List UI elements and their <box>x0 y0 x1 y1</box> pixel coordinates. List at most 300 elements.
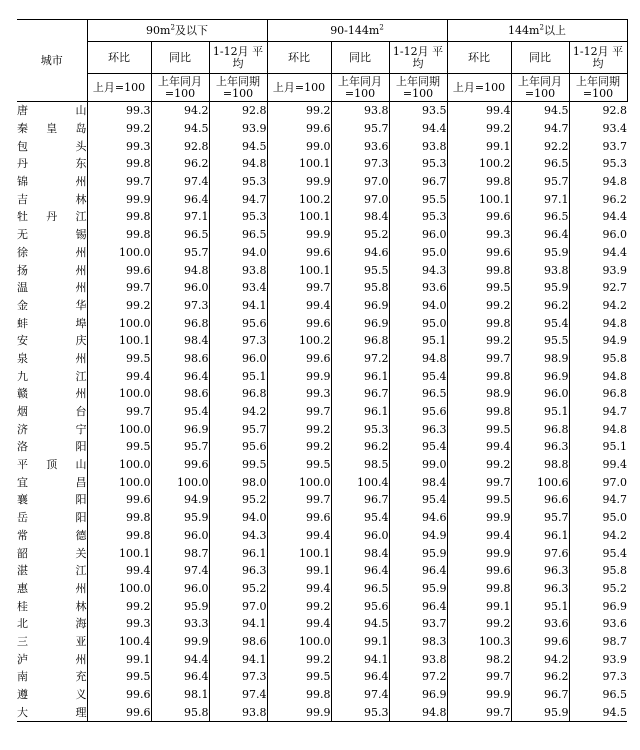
table-row <box>17 473 627 491</box>
index-value: 100.4 <box>87 633 151 651</box>
annual-avg-header: 1-12月 平均 <box>389 42 447 74</box>
index-value: 99.5 <box>447 279 511 297</box>
base-last-year-month-header: 上年同月 =100 <box>511 74 569 102</box>
index-value: 96.8 <box>331 332 389 350</box>
index-value: 97.2 <box>389 668 447 686</box>
index-value: 97.3 <box>209 668 267 686</box>
index-value: 99.2 <box>447 332 511 350</box>
index-value: 95.6 <box>209 438 267 456</box>
index-value: 93.4 <box>209 279 267 297</box>
index-value: 100.0 <box>87 314 151 332</box>
index-value: 96.5 <box>331 580 389 598</box>
index-value: 100.1 <box>267 208 331 226</box>
index-value: 98.5 <box>331 456 389 474</box>
index-value: 95.5 <box>389 190 447 208</box>
index-value: 99.2 <box>87 597 151 615</box>
city-name: 泉州 <box>17 350 87 368</box>
table-row <box>17 190 627 208</box>
index-value: 95.4 <box>569 544 627 562</box>
index-value: 94.8 <box>569 314 627 332</box>
header-row-metrics <box>17 42 627 74</box>
index-value: 95.3 <box>209 173 267 191</box>
city-name: 常德 <box>17 527 87 545</box>
city-name: 湛江 <box>17 562 87 580</box>
index-value: 97.3 <box>569 668 627 686</box>
index-value: 99.2 <box>267 420 331 438</box>
index-value: 95.5 <box>331 261 389 279</box>
index-value: 99.5 <box>209 456 267 474</box>
index-value: 95.1 <box>511 597 569 615</box>
index-value: 95.9 <box>389 580 447 598</box>
city-name: 济宁 <box>17 420 87 438</box>
table-row <box>17 137 627 155</box>
index-value: 92.8 <box>209 102 267 120</box>
index-value: 96.3 <box>511 580 569 598</box>
index-value: 100.0 <box>87 473 151 491</box>
index-value: 96.7 <box>331 491 389 509</box>
index-value: 99.1 <box>331 633 389 651</box>
index-value: 96.0 <box>511 385 569 403</box>
index-value: 99.9 <box>267 367 331 385</box>
index-value: 94.5 <box>511 102 569 120</box>
city-name: 金华 <box>17 297 87 315</box>
index-value: 95.9 <box>511 279 569 297</box>
index-value: 97.6 <box>511 544 569 562</box>
base-last-month-header: 上月=100 <box>447 74 511 102</box>
index-value: 99.6 <box>87 703 151 721</box>
table-row <box>17 633 627 651</box>
table-row <box>17 509 627 527</box>
index-value: 100.1 <box>87 544 151 562</box>
index-value: 96.0 <box>209 350 267 368</box>
index-value: 98.0 <box>209 473 267 491</box>
index-value: 93.8 <box>209 261 267 279</box>
index-value: 96.5 <box>389 385 447 403</box>
index-value: 98.4 <box>389 473 447 491</box>
index-value: 99.6 <box>267 350 331 368</box>
index-value: 93.9 <box>569 261 627 279</box>
index-value: 96.3 <box>511 562 569 580</box>
index-value: 99.9 <box>151 633 209 651</box>
index-value: 96.0 <box>569 226 627 244</box>
index-value: 100.0 <box>87 244 151 262</box>
table-row <box>17 491 627 509</box>
index-value: 97.4 <box>151 173 209 191</box>
index-value: 99.5 <box>447 420 511 438</box>
table-row <box>17 279 627 297</box>
index-value: 94.9 <box>389 527 447 545</box>
city-name: 平顶山 <box>17 456 87 474</box>
index-value: 96.4 <box>331 562 389 580</box>
index-value: 100.1 <box>267 261 331 279</box>
index-value: 97.4 <box>331 686 389 704</box>
index-value: 99.4 <box>447 438 511 456</box>
index-value: 96.4 <box>389 597 447 615</box>
index-value: 97.2 <box>331 350 389 368</box>
table-row <box>17 420 627 438</box>
index-value: 96.9 <box>389 686 447 704</box>
table-row <box>17 615 627 633</box>
table-row <box>17 208 627 226</box>
index-value: 95.8 <box>569 562 627 580</box>
index-value: 99.8 <box>447 403 511 421</box>
index-value: 95.9 <box>389 544 447 562</box>
index-value: 96.1 <box>511 527 569 545</box>
index-value: 99.2 <box>267 438 331 456</box>
table-row <box>17 120 627 138</box>
index-value: 100.0 <box>87 580 151 598</box>
index-value: 98.6 <box>151 350 209 368</box>
city-name: 九江 <box>17 367 87 385</box>
index-value: 95.7 <box>511 509 569 527</box>
index-value: 94.5 <box>151 120 209 138</box>
index-value: 99.6 <box>267 120 331 138</box>
index-value: 99.4 <box>87 562 151 580</box>
base-last-month-header: 上月=100 <box>87 74 151 102</box>
city-name: 扬州 <box>17 261 87 279</box>
index-value: 99.3 <box>87 137 151 155</box>
table-row <box>17 597 627 615</box>
index-value: 100.1 <box>447 190 511 208</box>
index-value: 93.3 <box>151 615 209 633</box>
index-value: 98.7 <box>569 633 627 651</box>
base-last-year-period-header: 上年同期 =100 <box>389 74 447 102</box>
city-name: 温州 <box>17 279 87 297</box>
index-value: 94.2 <box>511 650 569 668</box>
index-value: 93.8 <box>209 703 267 721</box>
index-value: 96.2 <box>331 438 389 456</box>
yoy-header: 同比 <box>511 42 569 74</box>
index-value: 99.2 <box>447 456 511 474</box>
index-value: 99.7 <box>267 279 331 297</box>
city-name: 北海 <box>17 615 87 633</box>
index-value: 97.1 <box>151 208 209 226</box>
index-value: 95.7 <box>331 120 389 138</box>
index-value: 93.8 <box>389 650 447 668</box>
index-value: 94.7 <box>209 190 267 208</box>
index-value: 99.7 <box>267 491 331 509</box>
index-value: 95.3 <box>209 208 267 226</box>
index-value: 96.3 <box>209 562 267 580</box>
index-value: 96.5 <box>511 208 569 226</box>
index-value: 93.6 <box>569 615 627 633</box>
index-value: 96.5 <box>569 686 627 704</box>
index-value: 95.4 <box>151 403 209 421</box>
index-value: 95.4 <box>389 367 447 385</box>
index-value: 94.8 <box>569 173 627 191</box>
index-value: 99.9 <box>447 686 511 704</box>
index-value: 98.6 <box>209 633 267 651</box>
index-value: 99.6 <box>87 491 151 509</box>
index-value: 94.8 <box>389 350 447 368</box>
city-name: 韶关 <box>17 544 87 562</box>
index-value: 96.3 <box>511 438 569 456</box>
index-value: 100.0 <box>87 420 151 438</box>
index-value: 95.3 <box>389 208 447 226</box>
index-value: 99.7 <box>87 279 151 297</box>
index-value: 99.6 <box>87 261 151 279</box>
index-value: 95.2 <box>331 226 389 244</box>
index-value: 96.9 <box>569 597 627 615</box>
index-value: 99.0 <box>389 456 447 474</box>
index-value: 96.8 <box>151 314 209 332</box>
index-value: 96.5 <box>151 226 209 244</box>
index-value: 99.5 <box>87 668 151 686</box>
index-value: 94.1 <box>331 650 389 668</box>
index-value: 95.7 <box>511 173 569 191</box>
group-header-large: $144m^2$以上 <box>447 20 627 42</box>
index-value: 99.2 <box>267 102 331 120</box>
city-name: 三亚 <box>17 633 87 651</box>
index-value: 100.4 <box>331 473 389 491</box>
index-value: 94.7 <box>511 120 569 138</box>
index-value: 100.2 <box>267 332 331 350</box>
index-value: 99.4 <box>447 102 511 120</box>
table-row <box>17 244 627 262</box>
table-row <box>17 332 627 350</box>
table-row <box>17 155 627 173</box>
index-value: 99.6 <box>267 509 331 527</box>
index-value: 99.1 <box>267 562 331 580</box>
index-value: 99.2 <box>87 297 151 315</box>
table-row <box>17 314 627 332</box>
table-row <box>17 261 627 279</box>
index-value: 95.6 <box>331 597 389 615</box>
city-name: 无锡 <box>17 226 87 244</box>
index-value: 95.6 <box>389 403 447 421</box>
index-value: 99.8 <box>447 367 511 385</box>
table-row <box>17 544 627 562</box>
table-row <box>17 403 627 421</box>
index-value: 94.5 <box>209 137 267 155</box>
index-value: 99.6 <box>87 686 151 704</box>
index-value: 99.2 <box>267 650 331 668</box>
index-value: 99.7 <box>447 703 511 721</box>
index-value: 100.2 <box>447 155 511 173</box>
index-value: 96.8 <box>209 385 267 403</box>
index-value: 93.8 <box>389 137 447 155</box>
index-value: 99.9 <box>267 173 331 191</box>
index-value: 95.0 <box>389 314 447 332</box>
index-value: 96.8 <box>569 385 627 403</box>
index-value: 99.1 <box>87 650 151 668</box>
index-value: 95.1 <box>389 332 447 350</box>
city-name: 蚌埠 <box>17 314 87 332</box>
index-value: 93.5 <box>389 102 447 120</box>
header-row-groups <box>17 20 627 42</box>
index-value: 96.3 <box>389 420 447 438</box>
index-value: 98.4 <box>331 544 389 562</box>
index-value: 99.7 <box>87 173 151 191</box>
index-value: 96.0 <box>389 226 447 244</box>
index-value: 95.9 <box>151 597 209 615</box>
index-value: 96.7 <box>511 686 569 704</box>
index-value: 99.8 <box>87 155 151 173</box>
city-name: 牡丹江 <box>17 208 87 226</box>
index-value: 99.4 <box>267 580 331 598</box>
index-value: 95.7 <box>151 244 209 262</box>
index-value: 99.4 <box>569 456 627 474</box>
index-value: 99.0 <box>267 137 331 155</box>
index-value: 97.3 <box>151 297 209 315</box>
index-value: 99.4 <box>267 527 331 545</box>
index-value: 99.8 <box>267 686 331 704</box>
index-value: 99.8 <box>447 261 511 279</box>
index-value: 95.8 <box>151 703 209 721</box>
index-value: 95.4 <box>389 438 447 456</box>
index-value: 96.0 <box>331 527 389 545</box>
index-value: 97.3 <box>331 155 389 173</box>
index-value: 100.3 <box>447 633 511 651</box>
table-row <box>17 297 627 315</box>
index-value: 92.7 <box>569 279 627 297</box>
index-value: 96.1 <box>331 367 389 385</box>
index-value: 96.4 <box>151 367 209 385</box>
ring-ratio-header: 环比 <box>87 42 151 74</box>
index-value: 96.0 <box>151 279 209 297</box>
index-value: 95.9 <box>511 244 569 262</box>
index-value: 96.8 <box>511 420 569 438</box>
index-value: 98.1 <box>151 686 209 704</box>
table-row <box>17 173 627 191</box>
city-name: 大理 <box>17 703 87 721</box>
index-value: 95.3 <box>331 703 389 721</box>
index-value: 94.9 <box>151 491 209 509</box>
index-value: 93.4 <box>569 120 627 138</box>
index-value: 95.6 <box>209 314 267 332</box>
index-value: 95.3 <box>331 420 389 438</box>
index-value: 95.0 <box>569 509 627 527</box>
index-value: 99.6 <box>151 456 209 474</box>
index-value: 95.4 <box>511 314 569 332</box>
group-header-medium: $90-144m^2$ <box>267 20 447 42</box>
index-value: 94.0 <box>389 297 447 315</box>
index-value: 100.0 <box>87 385 151 403</box>
table-row <box>17 562 627 580</box>
index-value: 99.8 <box>447 580 511 598</box>
index-value: 96.2 <box>569 190 627 208</box>
index-value: 95.0 <box>389 244 447 262</box>
index-value: 94.4 <box>569 244 627 262</box>
table-header <box>17 20 627 102</box>
index-value: 99.8 <box>447 173 511 191</box>
table-row <box>17 703 627 721</box>
index-value: 96.6 <box>511 491 569 509</box>
index-value: 96.2 <box>511 297 569 315</box>
index-value: 96.2 <box>151 155 209 173</box>
index-value: 94.2 <box>569 527 627 545</box>
index-value: 99.6 <box>267 314 331 332</box>
city-name: 唐山 <box>17 102 87 120</box>
index-value: 99.2 <box>447 615 511 633</box>
city-name: 襄阳 <box>17 491 87 509</box>
city-name: 宜昌 <box>17 473 87 491</box>
index-value: 98.4 <box>331 208 389 226</box>
index-value: 100.0 <box>151 473 209 491</box>
index-value: 99.3 <box>267 385 331 403</box>
index-value: 99.8 <box>87 208 151 226</box>
index-value: 94.9 <box>569 332 627 350</box>
index-value: 99.7 <box>447 473 511 491</box>
index-value: 95.3 <box>389 155 447 173</box>
city-name: 赣州 <box>17 385 87 403</box>
index-value: 96.1 <box>331 403 389 421</box>
index-value: 99.5 <box>87 350 151 368</box>
index-value: 99.9 <box>267 226 331 244</box>
index-value: 94.4 <box>151 650 209 668</box>
index-value: 92.8 <box>151 137 209 155</box>
index-value: 97.0 <box>331 190 389 208</box>
index-value: 99.6 <box>447 208 511 226</box>
group-header-small: $90m^2$及以下 <box>87 20 267 42</box>
city-name: 泸州 <box>17 650 87 668</box>
index-value: 95.1 <box>511 403 569 421</box>
index-value: 99.7 <box>267 403 331 421</box>
index-value: 98.7 <box>151 544 209 562</box>
index-value: 99.6 <box>511 633 569 651</box>
index-value: 94.0 <box>209 509 267 527</box>
index-value: 96.5 <box>511 155 569 173</box>
index-value: 94.1 <box>209 615 267 633</box>
index-value: 94.8 <box>151 261 209 279</box>
index-value: 95.7 <box>209 420 267 438</box>
index-value: 95.3 <box>569 155 627 173</box>
index-value: 95.2 <box>569 580 627 598</box>
index-value: 94.8 <box>389 703 447 721</box>
index-value: 96.7 <box>389 173 447 191</box>
index-value: 98.9 <box>447 385 511 403</box>
index-value: 97.0 <box>209 597 267 615</box>
index-value: 95.4 <box>331 509 389 527</box>
index-value: 94.1 <box>209 297 267 315</box>
index-value: 99.7 <box>87 403 151 421</box>
yoy-header: 同比 <box>331 42 389 74</box>
index-value: 99.7 <box>447 350 511 368</box>
annual-avg-header: 1-12月 平均 <box>569 42 627 74</box>
index-value: 95.9 <box>511 703 569 721</box>
base-last-year-month-header: 上年同月 =100 <box>331 74 389 102</box>
index-value: 99.4 <box>87 367 151 385</box>
index-value: 94.3 <box>209 527 267 545</box>
index-value: 96.0 <box>151 580 209 598</box>
index-value: 99.8 <box>87 509 151 527</box>
index-value: 94.8 <box>209 155 267 173</box>
index-value: 93.7 <box>389 615 447 633</box>
base-last-year-month-header: 上年同月 =100 <box>151 74 209 102</box>
index-value: 96.9 <box>331 297 389 315</box>
index-value: 96.5 <box>209 226 267 244</box>
index-value: 95.4 <box>389 491 447 509</box>
index-value: 99.3 <box>87 102 151 120</box>
index-value: 96.9 <box>151 420 209 438</box>
index-value: 99.5 <box>267 456 331 474</box>
city-name: 洛阳 <box>17 438 87 456</box>
city-name: 包头 <box>17 137 87 155</box>
index-value: 93.8 <box>331 102 389 120</box>
table-row <box>17 650 627 668</box>
index-value: 95.7 <box>151 438 209 456</box>
city-name: 遵义 <box>17 686 87 704</box>
index-value: 99.9 <box>87 190 151 208</box>
table-row <box>17 367 627 385</box>
index-value: 99.2 <box>447 120 511 138</box>
city-name: 烟台 <box>17 403 87 421</box>
index-value: 99.8 <box>87 226 151 244</box>
base-last-year-period-header: 上年同期 =100 <box>209 74 267 102</box>
index-value: 99.3 <box>447 226 511 244</box>
index-value: 99.9 <box>447 509 511 527</box>
index-value: 97.0 <box>569 473 627 491</box>
